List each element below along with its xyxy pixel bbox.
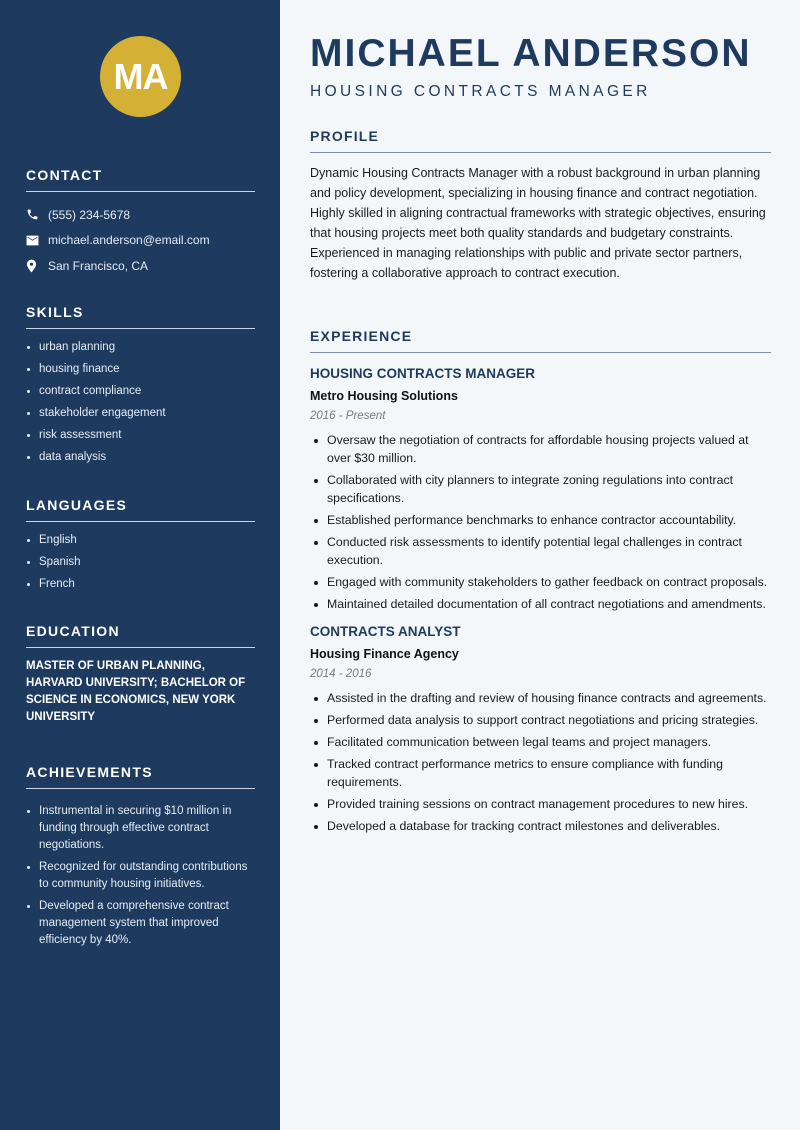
job-bullet: Engaged with community stakeholders to gather feedback on contract proposals.: [310, 573, 771, 591]
education-heading: EDUCATION: [26, 623, 255, 648]
skill-item: stakeholder engagement: [26, 405, 255, 422]
job-dates: 2014 - 2016: [310, 668, 372, 680]
job-company: Metro Housing Solutions: [310, 389, 458, 403]
achievements-list: [26, 803, 255, 949]
skill-item: data analysis: [26, 449, 255, 466]
contact-location-text: San Francisco, CA: [48, 258, 149, 273]
job-title: HOUSING CONTRACTS MANAGER: [310, 366, 535, 381]
skill-item: urban planning: [26, 339, 255, 356]
achievements-section: [26, 764, 255, 954]
language-item: Spanish: [26, 554, 255, 571]
skill-item: contract compliance: [26, 383, 255, 400]
job-bullets: [310, 431, 771, 613]
job-bullet: Performed data analysis to support contract negotiations and pricing strategies.: [310, 711, 771, 729]
achievement-item: Instrumental in securing $10 million in funding through effective contract negotiations.: [26, 803, 255, 854]
languages-heading: LANGUAGES: [26, 497, 255, 522]
candidate-title: HOUSING CONTRACTS MANAGER: [310, 83, 651, 100]
contact-email-text: michael.anderson@email.com: [48, 233, 210, 248]
contact-section: [26, 167, 255, 279]
job-bullets: [310, 689, 771, 835]
job-bullet: Developed a database for tracking contract milestones and deliverables.: [310, 817, 771, 835]
contact-location: [26, 253, 255, 279]
job-entry: [310, 365, 771, 613]
contact-phone-text: (555) 234-5678: [48, 207, 131, 222]
education-text: MASTER OF URBAN PLANNING, HARVARD UNIVERSITY; BACHELOR OF SCIENCE IN ECONOMICS, NEW YORK UNIVERSITY: [26, 660, 246, 723]
skills-list: [26, 339, 255, 466]
contact-heading: CONTACT: [26, 167, 255, 192]
location-pin-icon: [26, 259, 48, 273]
skills-section: [26, 304, 255, 471]
job-bullet: Assisted in the drafting and review of housing finance contracts and agreements.: [310, 689, 771, 707]
job-entry: [310, 623, 771, 835]
achievement-item: Developed a comprehensive contract management system that improved efficiency by 40%.: [26, 898, 255, 949]
job-bullet: Provided training sessions on contract management procedures to new hires.: [310, 795, 771, 813]
avatar-initials: MA: [113, 55, 168, 97]
contact-list: [26, 202, 255, 279]
contact-phone[interactable]: [26, 202, 255, 228]
profile-heading: PROFILE: [310, 128, 771, 153]
languages-section: [26, 497, 255, 598]
skill-item: risk assessment: [26, 427, 255, 444]
languages-list: [26, 532, 255, 593]
avatar: [100, 36, 181, 117]
achievement-item: Recognized for outstanding contributions to community housing initiatives.: [26, 859, 255, 893]
experience-heading: EXPERIENCE: [310, 328, 771, 353]
profile-text: Dynamic Housing Contracts Manager with a robust background in urban planning and policy development, specializing in housing finance and contract negotiation. Highly skilled in aligning contractual frameworks with strategic objectives, ensuring that housing projects meet both quality standards and budgetary constraints. Experienced in managing relationships with public and private sector partners, fostering a collaborative approach to contract execution.: [310, 166, 766, 280]
job-dates: 2016 - Present: [310, 410, 386, 422]
profile-section: [310, 128, 771, 283]
sidebar: [0, 0, 280, 1130]
skill-item: housing finance: [26, 361, 255, 378]
job-bullet: Tracked contract performance metrics to ensure compliance with funding requirements.: [310, 755, 771, 791]
email-icon: [26, 235, 48, 246]
contact-email[interactable]: [26, 228, 255, 254]
job-company: Housing Finance Agency: [310, 647, 459, 661]
phone-icon: [26, 208, 48, 221]
job-bullet: Maintained detailed documentation of all contract negotiations and amendments.: [310, 595, 771, 613]
achievements-heading: ACHIEVEMENTS: [26, 764, 255, 789]
job-bullet: Facilitated communication between legal teams and project managers.: [310, 733, 771, 751]
skills-heading: SKILLS: [26, 304, 255, 329]
experience-section: [310, 328, 771, 839]
job-bullet: Oversaw the negotiation of contracts for affordable housing projects valued at over $30 million.: [310, 431, 771, 467]
job-bullet: Collaborated with city planners to integrate zoning regulations into contract specifications.: [310, 471, 771, 507]
job-bullet: Conducted risk assessments to identify potential legal challenges in contract execution.: [310, 533, 771, 569]
language-item: English: [26, 532, 255, 549]
job-title: CONTRACTS ANALYST: [310, 624, 461, 639]
language-item: French: [26, 576, 255, 593]
education-section: [26, 623, 255, 726]
candidate-name: MICHAEL ANDERSON: [310, 32, 752, 75]
job-bullet: Established performance benchmarks to enhance contractor accountability.: [310, 511, 771, 529]
